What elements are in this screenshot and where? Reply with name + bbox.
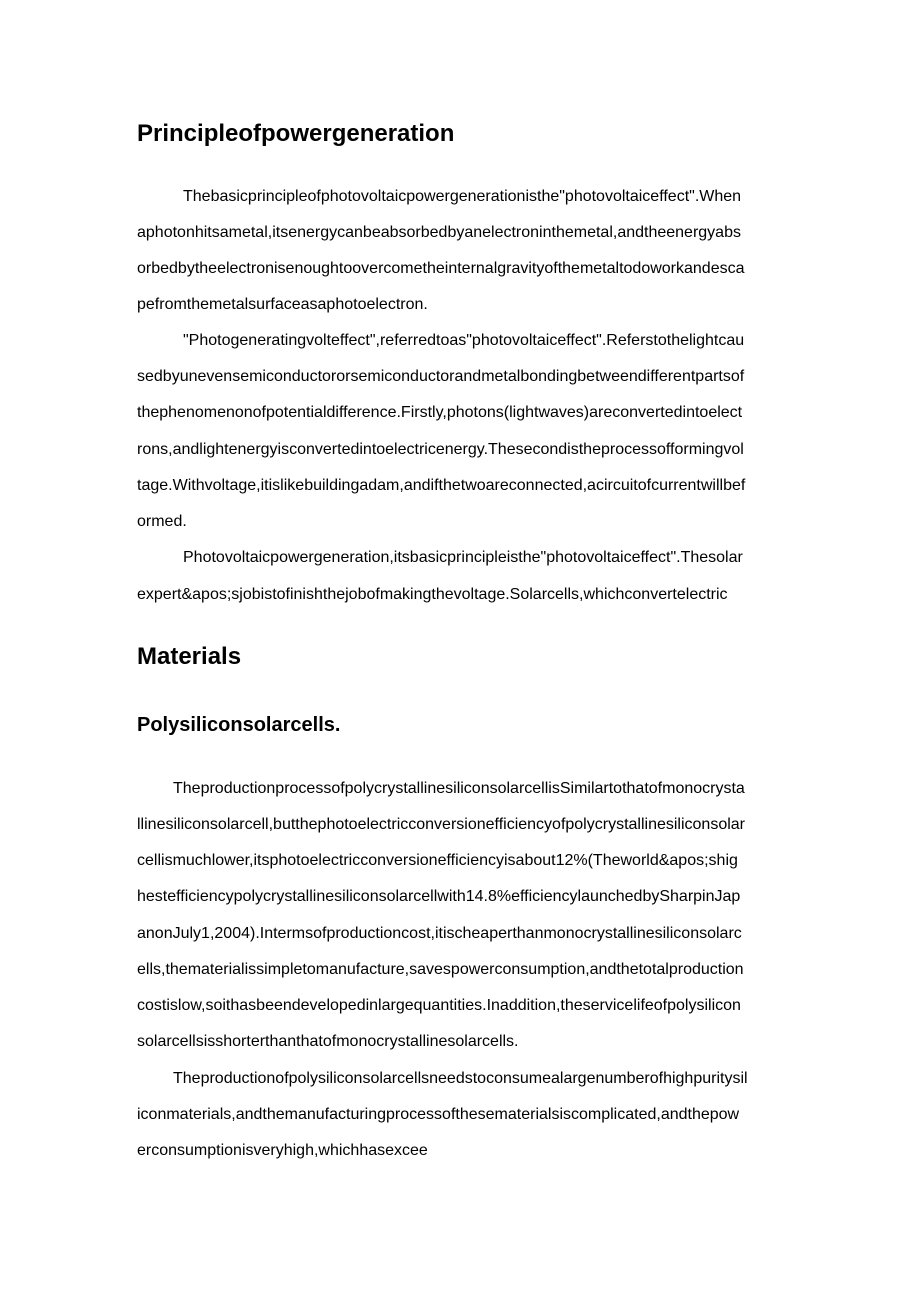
paragraph-line: Thebasicprincipleofphotovoltaicpowergenerationisthe"photovoltaiceffect".When — [183, 188, 742, 205]
paragraph-line: hestefficiencypolycrystallinesiliconsolarcellwith14.8%efficiencylaunchedbySharpinJap — [137, 888, 741, 905]
paragraph-line: "Photogeneratingvolteffect",referredtoas"photovoltaiceffect".Referstothelightcau — [183, 332, 745, 349]
paragraph-line: expert&apos;sjobistofinishthejobofmakingthevoltage.Solarcells,whichconvertelectric — [137, 586, 728, 603]
subheading-polysilicon-solar-cells: Polysiliconsolarcells. — [137, 714, 341, 736]
paragraph-line: ells,thematerialissimpletomanufacture,savespowerconsumption,andthetotalproduction — [137, 961, 744, 978]
paragraph-line: Photovoltaicpowergeneration,itsbasicprincipleisthe"photovoltaiceffect".Thesolar — [183, 549, 743, 566]
paragraph-line: erconsumptionisveryhigh,whichhasexcee — [137, 1142, 428, 1159]
paragraph-line: sedbyunevensemiconductororsemiconductorandmetalbondingbetweendifferentpartsof — [137, 368, 745, 385]
heading-principle-of-power-generation: Principleofpowergeneration — [137, 120, 455, 147]
paragraph-line: anonJuly1,2004).Intermsofproductioncost,itischeaperthanmonocrystallinesiliconsolarc — [137, 925, 742, 942]
paragraph-line: costislow,soithasbeendevelopedinlargequantities.Inaddition,theservicelifeofpolysilicon — [137, 997, 741, 1014]
paragraph-line: orbedbytheelectronisenoughtoovercometheinternalgravityofthemetaltodoworkandesca — [137, 260, 745, 277]
paragraph-line: tage.Withvoltage,itislikebuildingadam,andifthetwoareconnected,acircuitofcurrentwillbef — [137, 477, 746, 494]
paragraph-line: thephenomenonofpotentialdifference.Firstly,photons(lightwaves)areconvertedintoelect — [137, 404, 743, 421]
paragraph-line: ormed. — [137, 513, 187, 530]
paragraph-line: iconmaterials,andthemanufacturingprocessofthesematerialsiscomplicated,andthepow — [137, 1106, 740, 1123]
paragraph-line: solarcellsisshorterthanthatofmonocrystallinesolarcells. — [137, 1033, 519, 1050]
paragraph-line: llinesiliconsolarcell,butthephotoelectricconversionefficiencyofpolycrystallinesiliconsolar — [137, 816, 746, 833]
paragraph-line: aphotonhitsametal,itsenergycanbeabsorbedbyanelectroninthemetal,andtheenergyabs — [137, 224, 741, 241]
paragraph-line: TheproductionprocessofpolycrystallinesiliconsolarcellisSimilartothatofmonocrysta — [173, 780, 745, 797]
paragraph-line: rons,andlightenergyisconvertedintoelectricenergy.Thesecondistheprocessofformingvol — [137, 441, 744, 458]
heading-materials: Materials — [137, 643, 242, 670]
paragraph-line: pefromthemetalsurfaceasaphotoelectron. — [137, 296, 428, 313]
paragraph-line: Theproductionofpolysiliconsolarcellsneedstoconsumealargenumberofhighpuritysil — [173, 1070, 748, 1087]
paragraph-line: cellismuchlower,itsphotoelectricconversionefficiencyisabout12%(Theworld&apos;shig — [137, 852, 738, 869]
